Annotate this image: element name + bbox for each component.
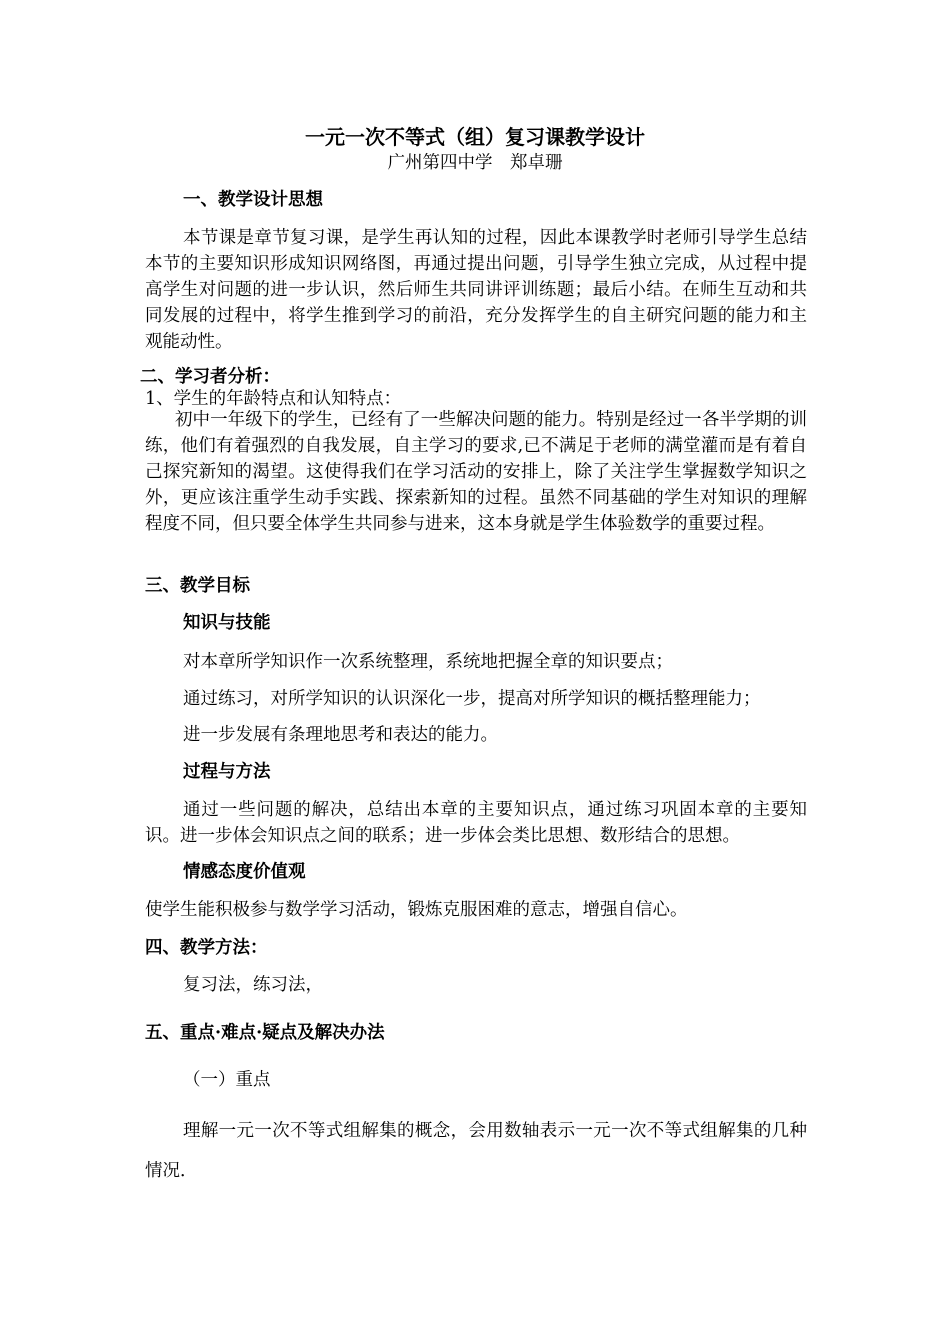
goal-item: 通过练习，对所学知识的认识深化一步，提高对所学知识的概括整理能力； <box>183 689 761 709</box>
paragraph-process-methods: 通过一些问题的解决，总结出本章的主要知识点，通过练习巩固本章的主要知识。进一步体会知识点之间的联系；进一步体会类比思想、数形结合的思想。 <box>145 800 807 846</box>
subheading-learner-traits: 1、学生的年龄特点和认知特点： <box>145 389 402 409</box>
paragraph-key-point: 理解一元一次不等式组解集的概念，会用数轴表示一元一次不等式组解集的几种情况． <box>145 1121 807 1181</box>
paragraph-learner-analysis: 初中一年级下的学生，已经有了一些解决问题的能力。特别是经过一各半学期的训练，他们有着强烈的自我发展，自主学习的要求,已不满足于老师的满堂灌而是有着自己探究新知的渴望。这使得我们在学习活动的安排上，除了关注学生掌握数学知识之外，更应该注重学生动手实践、探索新知的过程。虽然不同基础的学生对知识的理解程度不同，但只要全体学生共同参与进来，这本身就是学生体验数学的重要过程。 <box>145 410 807 534</box>
paragraph-teaching-methods: 复习法，练习法， <box>183 975 323 995</box>
paragraph-emotion-values: 使学生能积极参与数学学习活动，锻炼克服困难的意志，增强自信心。 <box>145 900 688 920</box>
goal-item: 进一步发展有条理地思考和表达的能力。 <box>183 725 498 745</box>
goal-item: 对本章所学知识作一次系统整理，系统地把握全章的知识要点； <box>183 652 673 672</box>
section-heading-key-points: 五、重点·难点·疑点及解决办法 <box>145 1023 385 1043</box>
subheading-process-methods: 过程与方法 <box>183 762 271 782</box>
section-heading-teaching-goals: 三、教学目标 <box>145 576 250 596</box>
subheading-knowledge-skills: 知识与技能 <box>183 613 271 633</box>
subheading-emotion-values: 情感态度价值观 <box>183 862 306 882</box>
section-heading-learner-analysis: 二、学习者分析： <box>140 367 280 387</box>
paragraph-design-thinking: 本节课是章节复习课，是学生再认知的过程，因此本课教学时老师引导学生总结本节的主要知识形成知识网络图，再通过提出问题，引导学生独立完成，从过程中提高学生对问题的进一步认识，然后师生共同讲评训练题；最后小结。在师生互动和共同发展的过程中，将学生推到学习的前沿，充分发挥学生的自主研究问题的能力和主观能动性。 <box>145 228 807 352</box>
section-heading-design-thinking: 一、教学设计思想 <box>183 190 323 210</box>
document-title: 一元一次不等式（组）复习课教学设计 <box>305 125 645 149</box>
section-heading-teaching-methods: 四、教学方法： <box>145 938 268 958</box>
author-line: 广州第四中学 郑卓珊 <box>387 153 563 173</box>
subheading-key-point-one: （一）重点 <box>183 1070 271 1090</box>
